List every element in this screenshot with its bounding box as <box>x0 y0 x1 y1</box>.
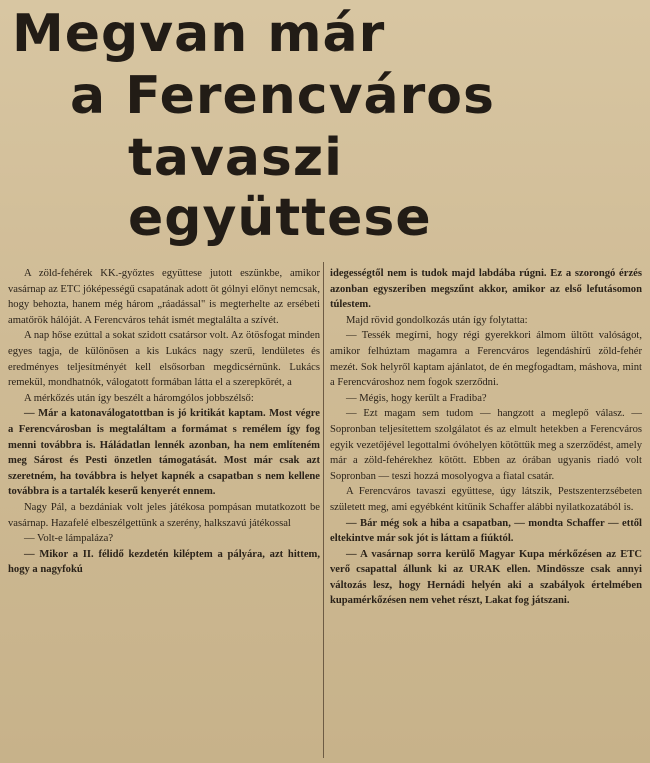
quote-paragraph: — Tessék megírni, hogy régi gyerekkori álmom ültött valóságot, amikor felhúztam magamra a Ferencváros legendáshírű zöld-fehér mezét. Sok helyről kaptam ajánlatot, de én megfogadtam, máshova, mint a Ferencvároshoz nem fogok szerződni. <box>330 330 642 389</box>
paragraph: A nap hőse ezúttal a sokat szidott csatársor volt. Az ötösfogat minden egyes tagja, de különösen a kis Lukács nagy szerű, lendületes és eredményes teljesítményét kell elsősorban megdicsérnünk. Lukács remekül, mondhatnók, válogatott formában látta el a szerepkörét, a <box>8 330 320 389</box>
quote-paragraph: — Bár még sok a hiba a csapatban, — mondta Schaffer — ettől eltekintve már sok jót is láttam a fiúktól. <box>330 517 642 545</box>
quote-paragraph: — Már a katonaválogatottban is jó kritikát kaptam. Most végre a Ferencvárosban is megtaláltam a formámat s remélem így fog menni továbbra is. Háládatlan lennék azonban, ha nem említeném meg Sárost és Pesti önzetlen támogatását. Most már csak azt szeretném, ha továbbra is helyet kapnék a csapatban s nem kellene továbbra is a tartalék keserű kenyerét ennem. <box>8 408 320 498</box>
answer-paragraph: — Ezt magam sem tudom — hangzott a meglepő válasz. — Sopronban teljesítettem szolgálatot és az elmult hetekben a Ferencváros egyik vezetőjével legottalmi óvóhelyen kötöttük meg a szerződést, amely már a zöld-fehérekhez kötött. Ebben az órában ugyanis riadó volt Sopronban — teszi hozzá mosolyogva a fiatal csatár. <box>330 408 642 482</box>
column-divider <box>323 262 324 758</box>
quote-paragraph: — A vasárnap sorra kerülő Magyar Kupa mérkőzésen az ETC verő csapattal állunk ki az URAK ellen. Mindössze csak annyi változás lesz, hogy Hernádi helyén aki a szabályok értelmében kupamérkőzésen nem vehet részt, Lakat fog játszani. <box>330 548 642 607</box>
paragraph: Nagy Pál, a bezdániak volt jeles játékosa pompásan mutatkozott be vasárnap. Hazafelé elbeszélgettünk a szerény, halkszavú játékossal <box>8 501 320 529</box>
headline-line-3: tavaszi <box>128 128 343 188</box>
paragraph: A mérkőzés után így beszélt a háromgólos jobbszélső: <box>24 392 254 404</box>
question-paragraph: — Volt-e lámpaláza? <box>24 533 114 545</box>
paragraph: idegességtől nem is tudok majd labdába rúgni. Ez a szorongó érzés azonban egyszeriben megszűnt akkor, amikor az első lefutásomon túlestem. <box>330 268 642 311</box>
headline-line-4: együttese <box>128 188 432 248</box>
paragraph: A zöld-fehérek KK.-győztes együttese jutott eszünkbe, amikor vasárnap az ETC jóképességű csapatának adott öt gólnyi előnyt nemcsak, hogy behozta, hanem még három „ráadással" is megterhelte az ersébeti amatőrök hálóját. A Ferencváros tehát ismét megtalálta a szívét. <box>8 268 320 326</box>
paragraph: A Ferencváros tavaszi együttese, úgy látszik, Pestszenterzsébeten született meg, ami egyébként kitűnik Schaffer alábbi nyilatkozatából is. <box>330 486 642 513</box>
answer-paragraph: — Mikor a II. félidő kezdetén kiléptem a pályára, azt hittem, hogy a nagyfokú <box>8 548 320 576</box>
article-column-right <box>330 266 642 609</box>
headline-line-1: Megvan már <box>12 4 386 64</box>
paragraph: Majd rövid gondolkozás után így folytatta: <box>346 314 528 326</box>
question-paragraph: — Mégis, hogy került a Fradiba? <box>346 392 487 404</box>
headline-line-2: a Ferencváros <box>70 66 495 126</box>
article-column-left <box>8 266 320 578</box>
